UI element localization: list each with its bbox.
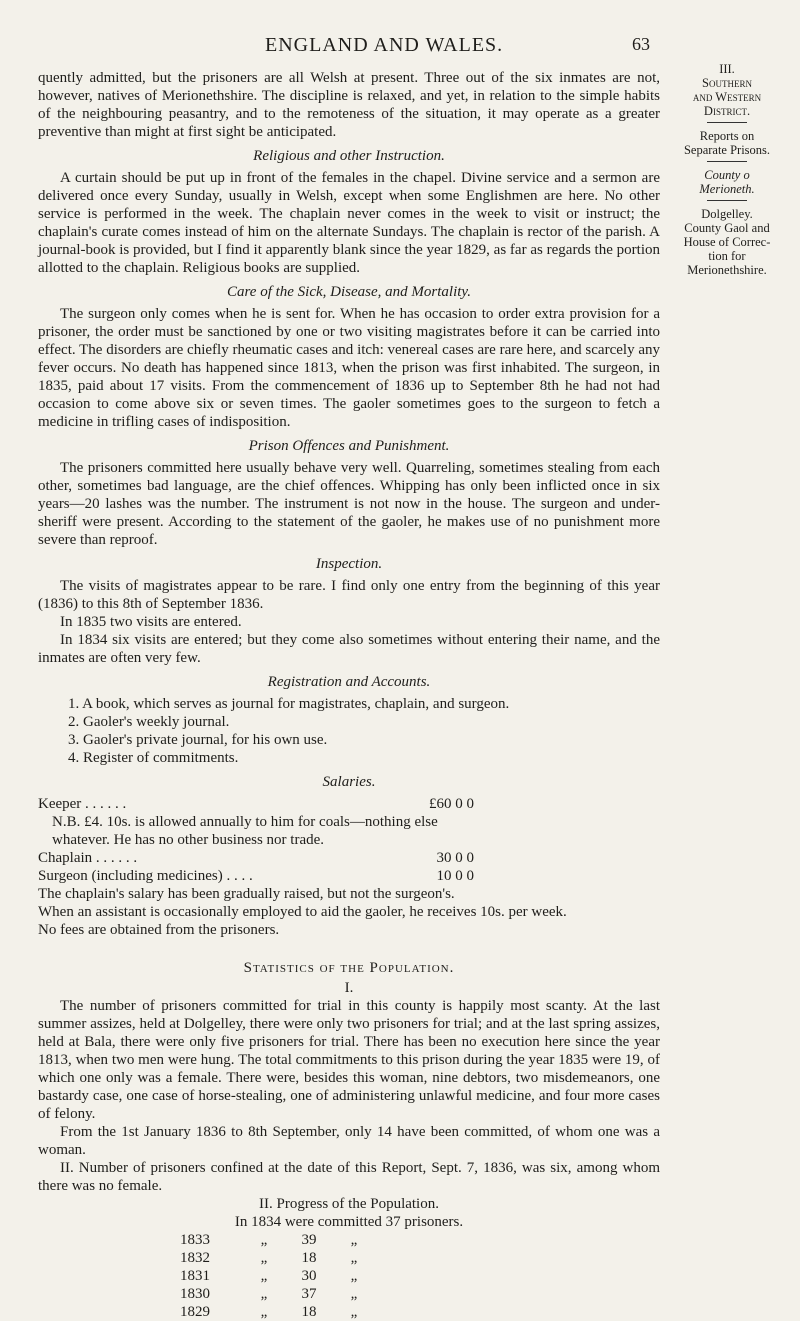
progress-table — [180, 1231, 382, 1321]
salaries-paragraph-1: The chaplain's salary has been gradually raised, but not the surgeon's. — [38, 886, 455, 902]
statistics-numeral: I. — [344, 980, 354, 996]
ditto-cell: „ — [350, 1268, 358, 1284]
count-cell: 37 — [301, 1286, 317, 1302]
side-gaol-line: Merionethshire. — [687, 263, 767, 277]
side-gaol-line: County Gaol and — [684, 221, 770, 235]
list-item: 2. Gaoler's weekly journal. — [68, 714, 230, 730]
year-cell: 1829 — [180, 1304, 210, 1320]
salary-row-surgeon — [38, 867, 474, 885]
ditto-cell: „ — [350, 1286, 358, 1302]
offences-heading: Prison Offences and Punishment. — [248, 438, 450, 454]
side-gaol-line: tion for — [708, 249, 746, 263]
salary-amount: 30 0 0 — [436, 850, 474, 866]
sick-heading: Care of the Sick, Disease, and Mortality. — [227, 284, 471, 300]
running-title: ENGLAND AND WALES. — [265, 34, 504, 56]
salary-row-keeper — [38, 795, 474, 813]
inspection-paragraph-1: The visits of magistrates appear to be rare. I find only one entry from the beginning of this year (1836) to this 8th of September 1836. — [38, 578, 660, 612]
statistics-heading: Statistics of the Population. — [243, 960, 455, 976]
statistics-paragraph-1: The number of prisoners committed for trial in this county is happily most scanty. At the last summer assizes, held at Dolgelley, there were only two prisoners for trial; and at the last spring assizes, held at Bala, there were only five prisoners for trial. There has been no execution here since the year 1813, when two men were hung. The total commitments to this prison during the year 1835 were 19, of which one only was a female. There were, besides this woman, nine debtors, two misdemeanors, one bastardy case, one case of horse-stealing, one of administering unlawful medicine, and four more cases of felony. — [38, 998, 660, 1122]
salary-note: N.B. £4. 10s. is allowed annually to him for coals—nothing else whatever. He has no other business nor trade. — [52, 814, 438, 848]
salaries-paragraph-2: When an assistant is occasionally employed to aid the gaoler, he receives 10s. per week. — [38, 904, 567, 920]
ditto-cell: „ — [350, 1232, 358, 1248]
side-gaol-line: Dolgelley. — [701, 207, 753, 221]
main-text — [38, 69, 660, 1321]
side-divider — [707, 161, 747, 162]
page-number: 63 — [632, 34, 650, 54]
list-item: 3. Gaoler's private journal, for his own use. — [68, 732, 328, 748]
side-divider — [707, 200, 747, 201]
year-cell: 1830 — [180, 1286, 210, 1302]
year-cell: 1831 — [180, 1268, 210, 1284]
salary-label: Surgeon (including medicines) . . . . — [38, 868, 253, 884]
side-county-line: Merioneth. — [699, 182, 755, 196]
table-row — [180, 1303, 382, 1321]
year-cell: 1833 — [180, 1232, 210, 1248]
side-county-line: County o — [704, 168, 750, 182]
opening-paragraph: quently admitted, but the prisoners are all Welsh at present. Three out of the six inmates are not, however, natives of Merionethshire. The discipline is relaxed, and yet, in relation to the simple habits of the neighbouring peasantry, and to the remoteness of the situation, it may operate as a greater preventive than might at first sight be anticipated. — [38, 70, 660, 140]
progress-heading: II. Progress of the Population. — [259, 1196, 439, 1212]
progress-intro: In 1834 were committed 37 prisoners. — [234, 1214, 464, 1230]
salary-amount: 10 0 0 — [436, 868, 474, 884]
ditto-cell: „ — [350, 1304, 358, 1320]
side-district-line: District. — [703, 104, 751, 118]
side-reports-line: Separate Prisons. — [683, 143, 771, 157]
salaries-heading: Salaries. — [322, 774, 376, 790]
statistics-paragraph-3: II. Number of prisoners confined at the date of this Report, Sept. 7, 1836, was six, among whom there was no female. — [38, 1160, 660, 1194]
side-district-line: Southern — [702, 76, 752, 90]
margin-notes — [672, 62, 782, 277]
ditto-cell: „ — [260, 1268, 268, 1284]
inspection-paragraph-3: In 1834 six visits are entered; but they come also sometimes without entering their name, and the inmates are often very few. — [38, 632, 660, 666]
year-cell: 1832 — [180, 1250, 210, 1266]
count-cell: 18 — [301, 1304, 317, 1320]
salary-amount: £60 0 0 — [429, 796, 474, 812]
side-gaol-line: House of Correc- — [683, 235, 771, 249]
registration-list — [38, 695, 660, 767]
list-item: 1. A book, which serves as journal for magistrates, chaplain, and surgeon. — [68, 696, 510, 712]
table-row — [180, 1249, 382, 1267]
salaries-paragraph-3: No fees are obtained from the prisoners. — [38, 922, 280, 938]
salary-row-chaplain — [38, 849, 474, 867]
side-numeral: III. — [719, 62, 735, 76]
side-district-line: and Western — [692, 90, 762, 104]
table-row — [180, 1231, 382, 1249]
sick-paragraph: The surgeon only comes when he is sent for. When he has occasion to order extra provision for a prisoner, the order must be sanctioned by one or two visiting magistrates before it can be carried into effect. The disorders are chiefly rheumatic cases and itch: venereal cases are rare here, and scarcely any fever occurs. No death has happened since 1813, when the prison was first inhabited. The surgeon, in 1835, paid about 17 visits. From the commencement of 1836 up to September 8th he had not had occasion to come above six or seven times. The gaoler sometimes goes to the surgeon to fetch a medicine in trifling cases of indisposition. — [38, 306, 660, 430]
inspection-heading: Inspection. — [315, 556, 383, 572]
count-cell: 39 — [301, 1232, 317, 1248]
inspection-paragraph-2: In 1835 two visits are entered. — [60, 614, 242, 630]
count-cell: 30 — [301, 1268, 317, 1284]
statistics-paragraph-2: From the 1st January 1836 to 8th September, only 14 have been committed, of whom one was a woman. — [38, 1124, 660, 1158]
salary-label: Chaplain . . . . . . — [38, 850, 138, 866]
ditto-cell: „ — [350, 1250, 358, 1266]
religious-paragraph: A curtain should be put up in front of the females in the chapel. Divine service and a sermon are delivered once every Sunday, usually in Welsh, except when some Englishmen are here. No other service is performed in the week. The chaplain never comes in the week to visit or instruct; the chaplain's curate comes instead of him on the alternate Sundays. The chaplain is rector of the parish. A journal-book is provided, but I find it apparently blank since the year 1829, as far as regards the portion allotted to the chaplain. Religious books are supplied. — [38, 170, 660, 276]
ditto-cell: „ — [260, 1304, 268, 1320]
side-reports-line: Reports on — [699, 129, 755, 143]
ditto-cell: „ — [260, 1250, 268, 1266]
salary-label: Keeper . . . . . . — [38, 796, 127, 812]
registration-heading: Registration and Accounts. — [267, 674, 431, 690]
offences-paragraph: The prisoners committed here usually behave very well. Quarreling, sometimes stealing from each other, sometimes bad language, are the chief offences. Whipping has only been inflicted once in six years—20 lashes was the number. The instrument is not now in the house. The surgeon and under-sheriff were present. According to the statement of the gaoler, he makes use of no punishment more severe than reproof. — [38, 460, 660, 548]
table-row — [180, 1267, 382, 1285]
list-item: 4. Register of commitments. — [68, 750, 239, 766]
ditto-cell: „ — [260, 1286, 268, 1302]
ditto-cell: „ — [260, 1232, 268, 1248]
count-cell: 18 — [301, 1250, 317, 1266]
side-divider — [707, 122, 747, 123]
table-row — [180, 1285, 382, 1303]
religious-heading: Religious and other Instruction. — [253, 148, 445, 164]
